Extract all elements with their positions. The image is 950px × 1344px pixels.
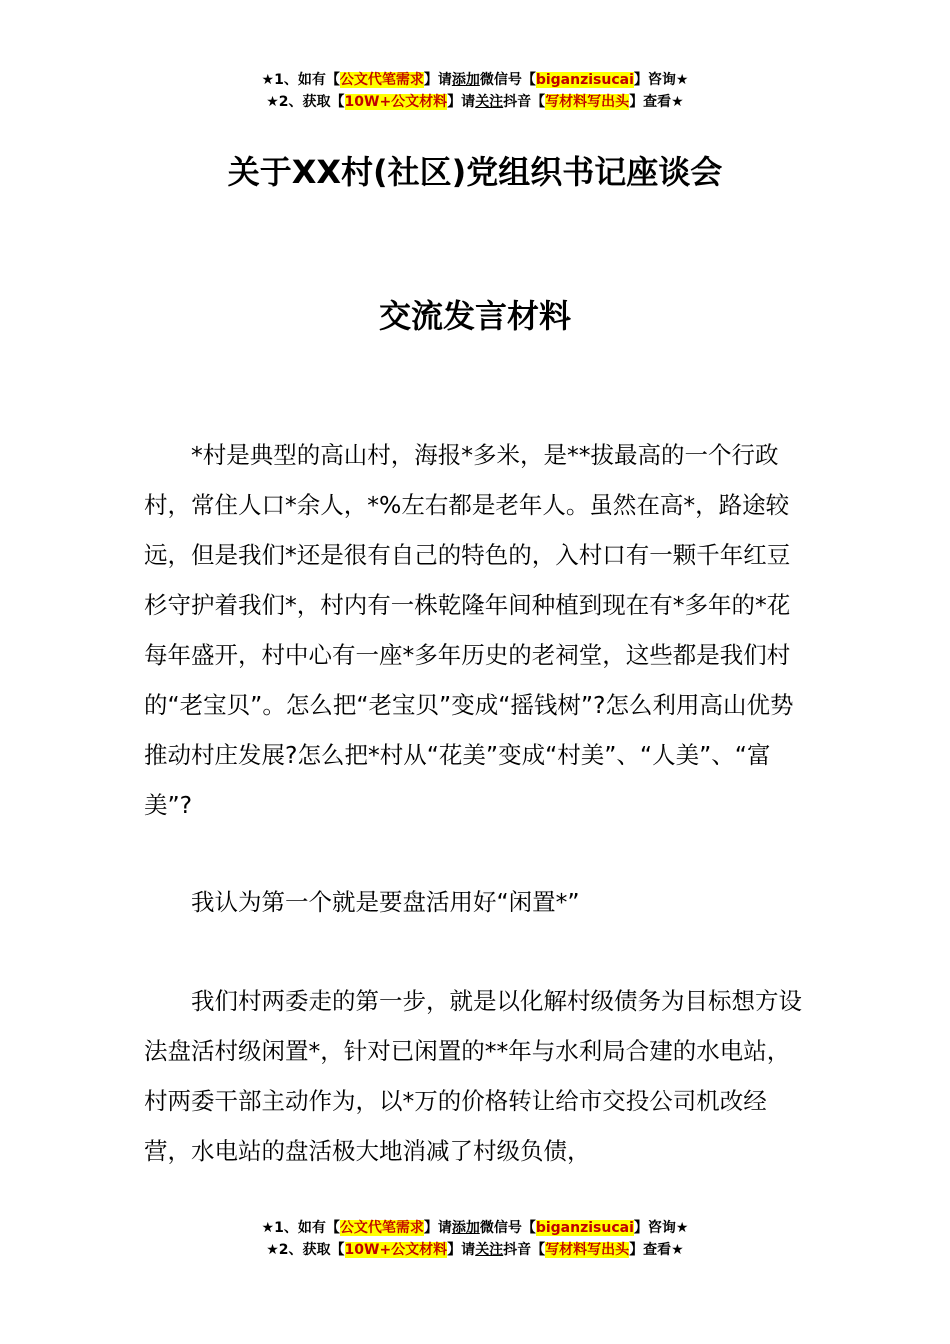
document-subtitle: 交流发言材料 [378,297,571,335]
paragraph-text: 我们村两委走的第一步，就是以化解村级债务为目标想方设法盘活村级闲置*，针对已闲置的**年与水利局合建的水电站，村两委干部主动作为，以*万的价格转让给市交投公司机改经营，水电站的盘活极大地消减了村级负债， [144,987,802,1165]
banner-underlined-text: 添加 [451,72,480,88]
header-banner [0,69,950,113]
banner-text: 微信号【 [479,1220,536,1236]
banner-text: 微信号【 [479,72,536,88]
banner-underlined-text: 关注 [475,1242,504,1258]
banner-underlined-text: 添加 [451,1220,480,1236]
banner-line-1 [0,69,950,91]
paragraph-text: *村是典型的高山村，海报*多米，是**拔最高的一个行政村，常住人口*余人，*%左右都是老年人。虽然在高*，路途较远，但是我们*还是很有自己的特色的，入村口有一颗千年红豆杉守护着我们*，村内有一株乾隆年间种植到现在有*多年的*花每年盛开，村中心有一座*多年历史的老祠堂，这些都是我们村的“老宝贝”。怎么把“老宝贝”变成“摇钱树”?怎么利用高山优势推动村庄发展?怎么把*村从“花美”变成“村美”、“人美”、“富美”? [144,441,794,819]
banner-highlight: biganzisucai [535,72,634,88]
banner-highlight: 写材料写出头 [545,94,630,110]
banner-text: 抖音【 [503,1242,546,1258]
banner-text: ★1、如有【 [261,72,340,88]
banner-highlight: 10W+公文材料 [344,94,448,110]
banner-text: 】咨询★ [633,72,689,88]
banner-text: 】请 [447,94,476,110]
banner-highlight: 公文代笔需求 [339,1220,424,1236]
body-paragraph-3 [144,976,812,1176]
banner-underlined-text: 关注 [475,94,504,110]
banner-highlight: biganzisucai [535,1220,634,1236]
banner-text: 】请 [423,72,452,88]
banner-highlight: 写材料写出头 [545,1242,630,1258]
banner-line-1 [0,1217,950,1239]
banner-text: 】请 [423,1220,452,1236]
banner-text: ★2、获取【 [266,1242,345,1258]
banner-text: 】查看★ [629,1242,684,1258]
banner-text: 】查看★ [629,94,684,110]
banner-text: 抖音【 [503,94,546,110]
banner-highlight: 公文代笔需求 [339,72,424,88]
banner-highlight: 10W+公文材料 [344,1242,448,1258]
footer-banner [0,1217,950,1261]
banner-text: 】咨询★ [633,1220,689,1236]
banner-text: ★1、如有【 [261,1220,340,1236]
banner-text: ★2、获取【 [266,94,345,110]
body-paragraph-1 [144,430,812,830]
banner-line-2 [0,91,950,113]
document-title: 关于XX村(社区)党组织书记座谈会 [227,153,723,191]
banner-line-2 [0,1239,950,1261]
paragraph-text: 我认为第一个就是要盘活用好“闲置*” [191,888,580,916]
banner-text: 】请 [447,1242,476,1258]
body-paragraph-2 [144,877,812,927]
